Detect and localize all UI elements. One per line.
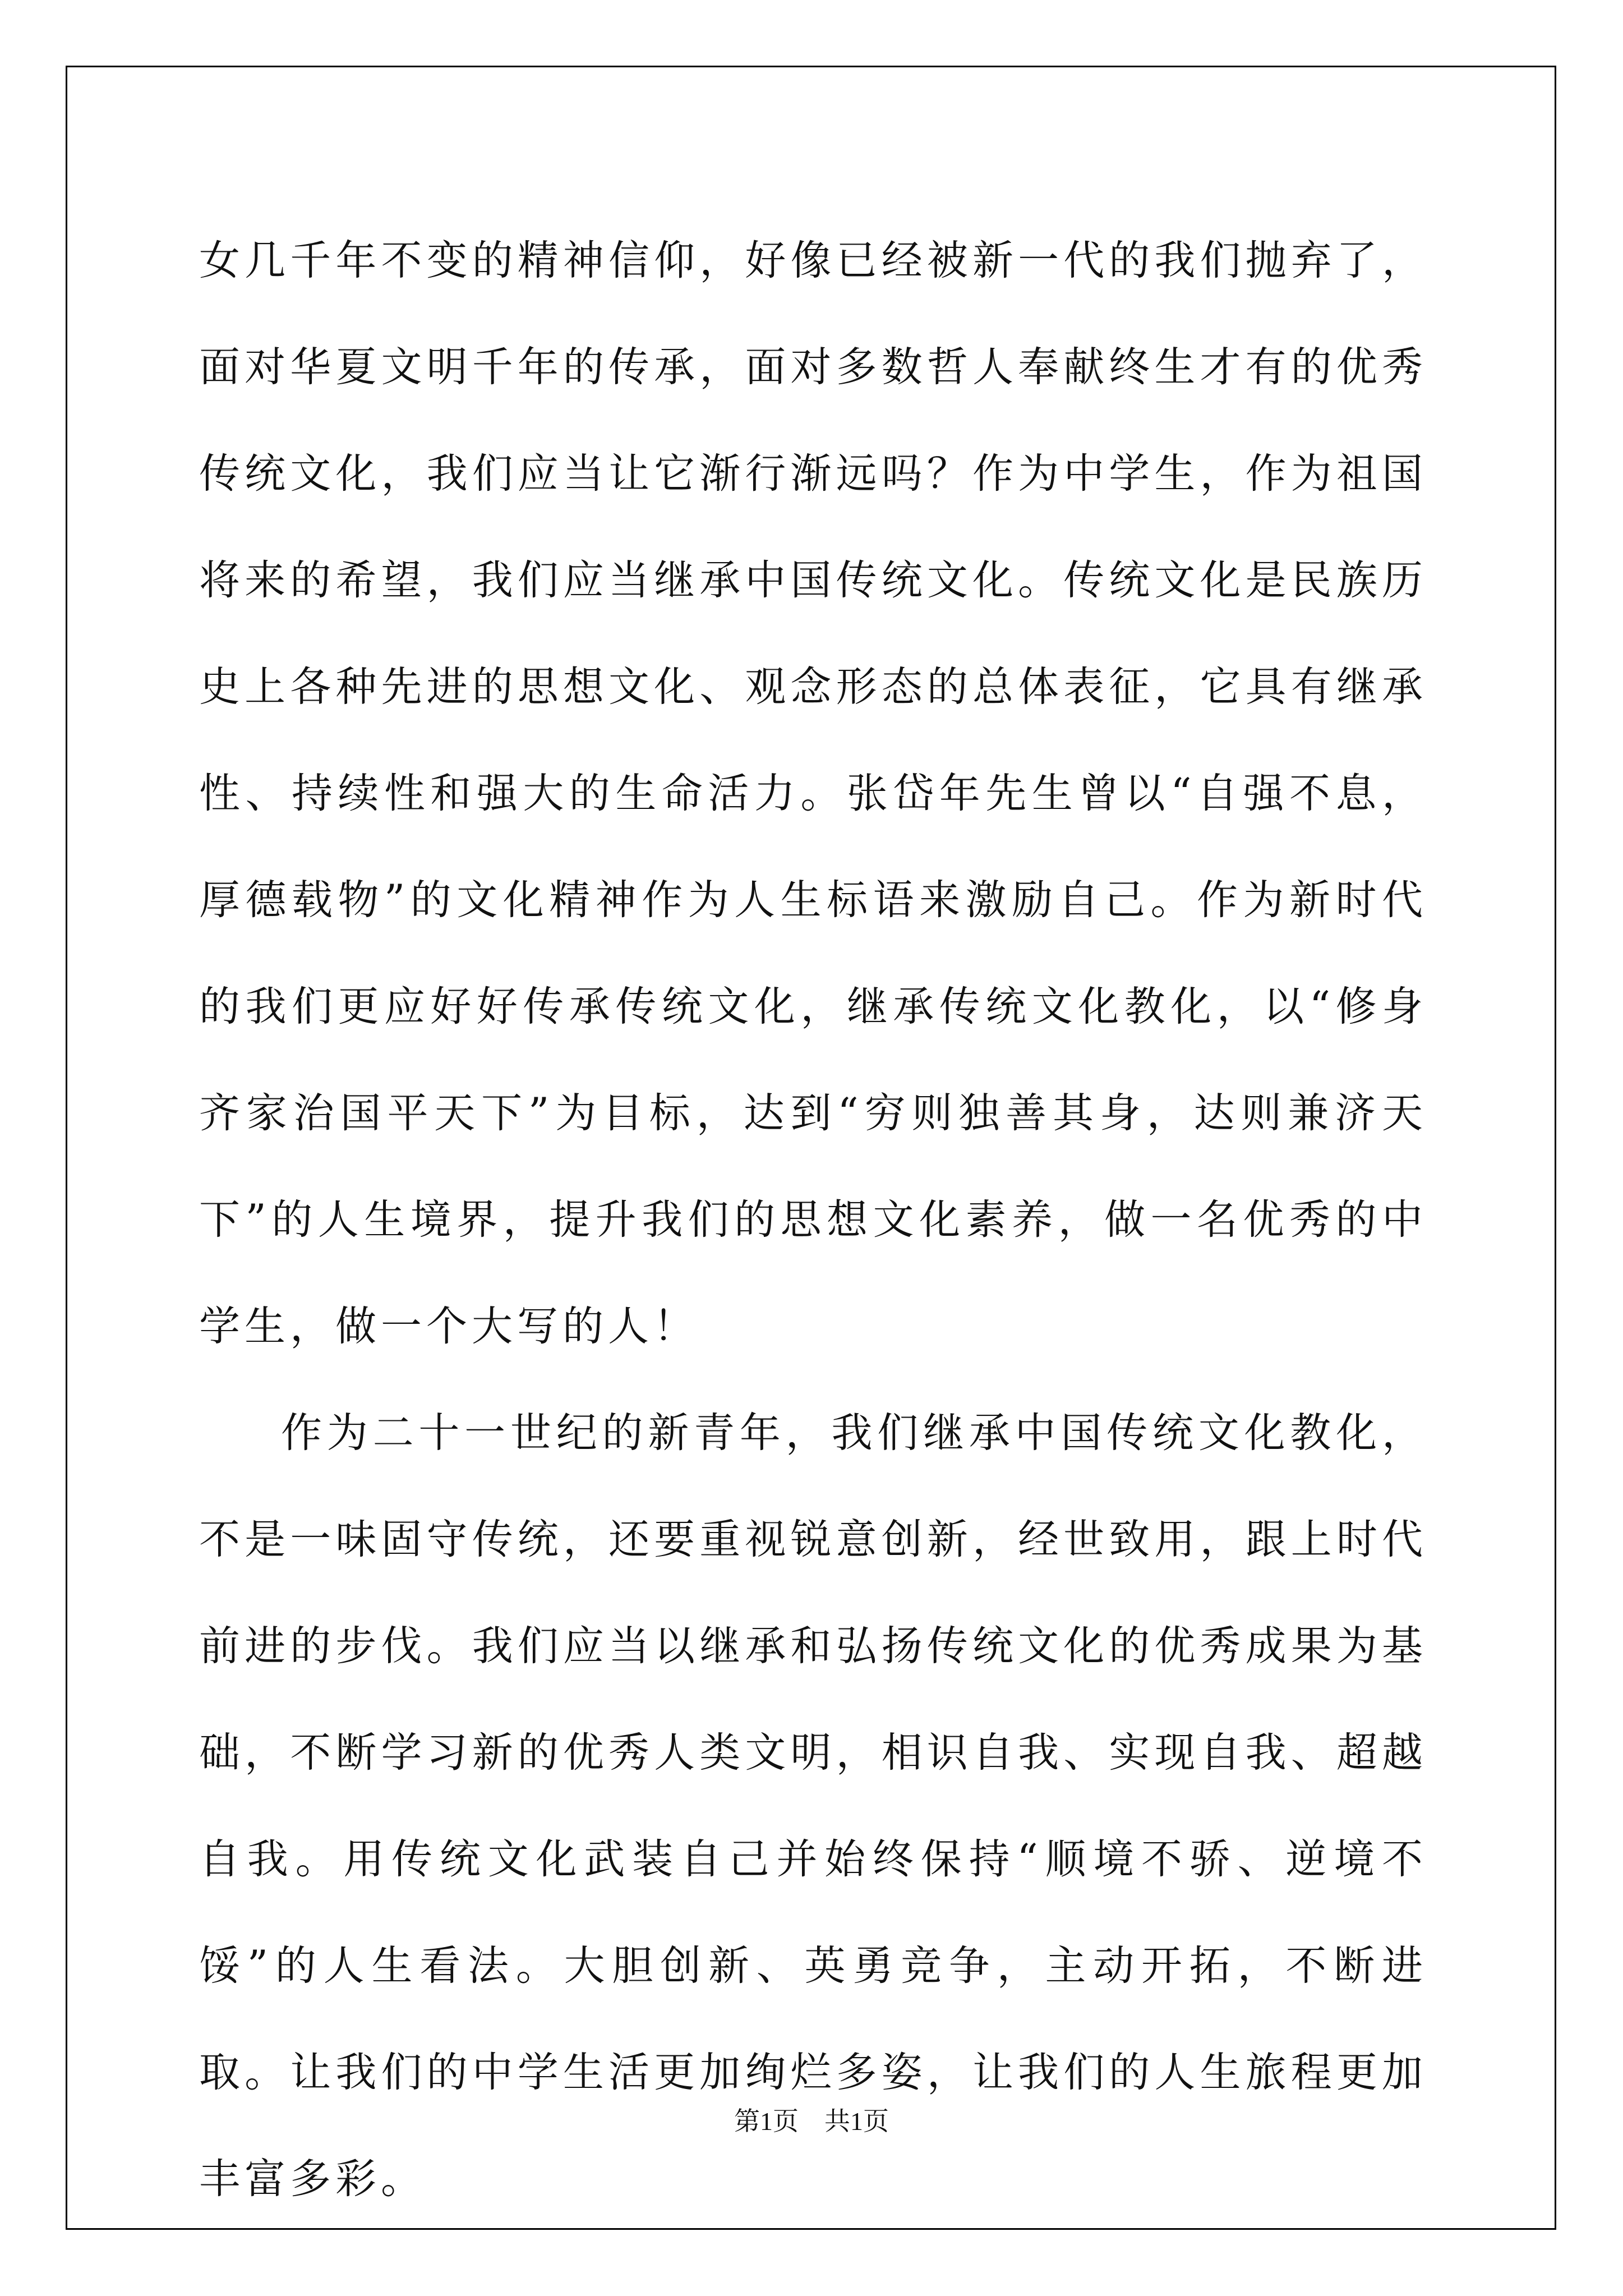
page-footer: 第1页 共1页 (734, 2107, 889, 2136)
paragraph-1: 女几千年不变的精神信仰，好像已经被新一代的我们抛弃了，面对华夏文明千年的传承，面对多数哲人奉献终生才有的优秀传统文化，我们应当让它渐行渐远吗？作为中学生，作为祖国将来的希望，我们应当继承中国传统文化。传统文化是民族历史上各种先进的思想文化、观念形态的总体表征，它具有继承性、持续性和强大的生命活力。张岱年先生曾以“自强不息，厚德载物”的文化精神作为人生标语来激励自己。作为新时代的我们更应好好传承传统文化，继承传统文化教化，以“修身齐家治国平天下”为目标，达到“穷则独善其身，达则兼济天下”的人生境界，提升我们的思想文化素养，做一名优秀的中学生，做一个大写的人！ (199, 237, 1427, 1350)
paragraph-2: 作为二十一世纪的新青年，我们继承中国传统文化教化，不是一味固守传统，还要重视锐意创新，经世致用，跟上时代前进的步伐。我们应当以继承和弘扬传统文化的优秀成果为基础，不断学习新的优秀人类文明，相识自我、实现自我、超越自我。用传统文化武装自己并始终保持“顺境不骄、逆境不馁”的人生看法。大胆创新、英勇竞争，主动开拓，不断进取。让我们的中学生活更加绚烂多姿，让我们的人生旅程更加丰富多彩。 (199, 1409, 1427, 2203)
document-body (199, 208, 1427, 2233)
